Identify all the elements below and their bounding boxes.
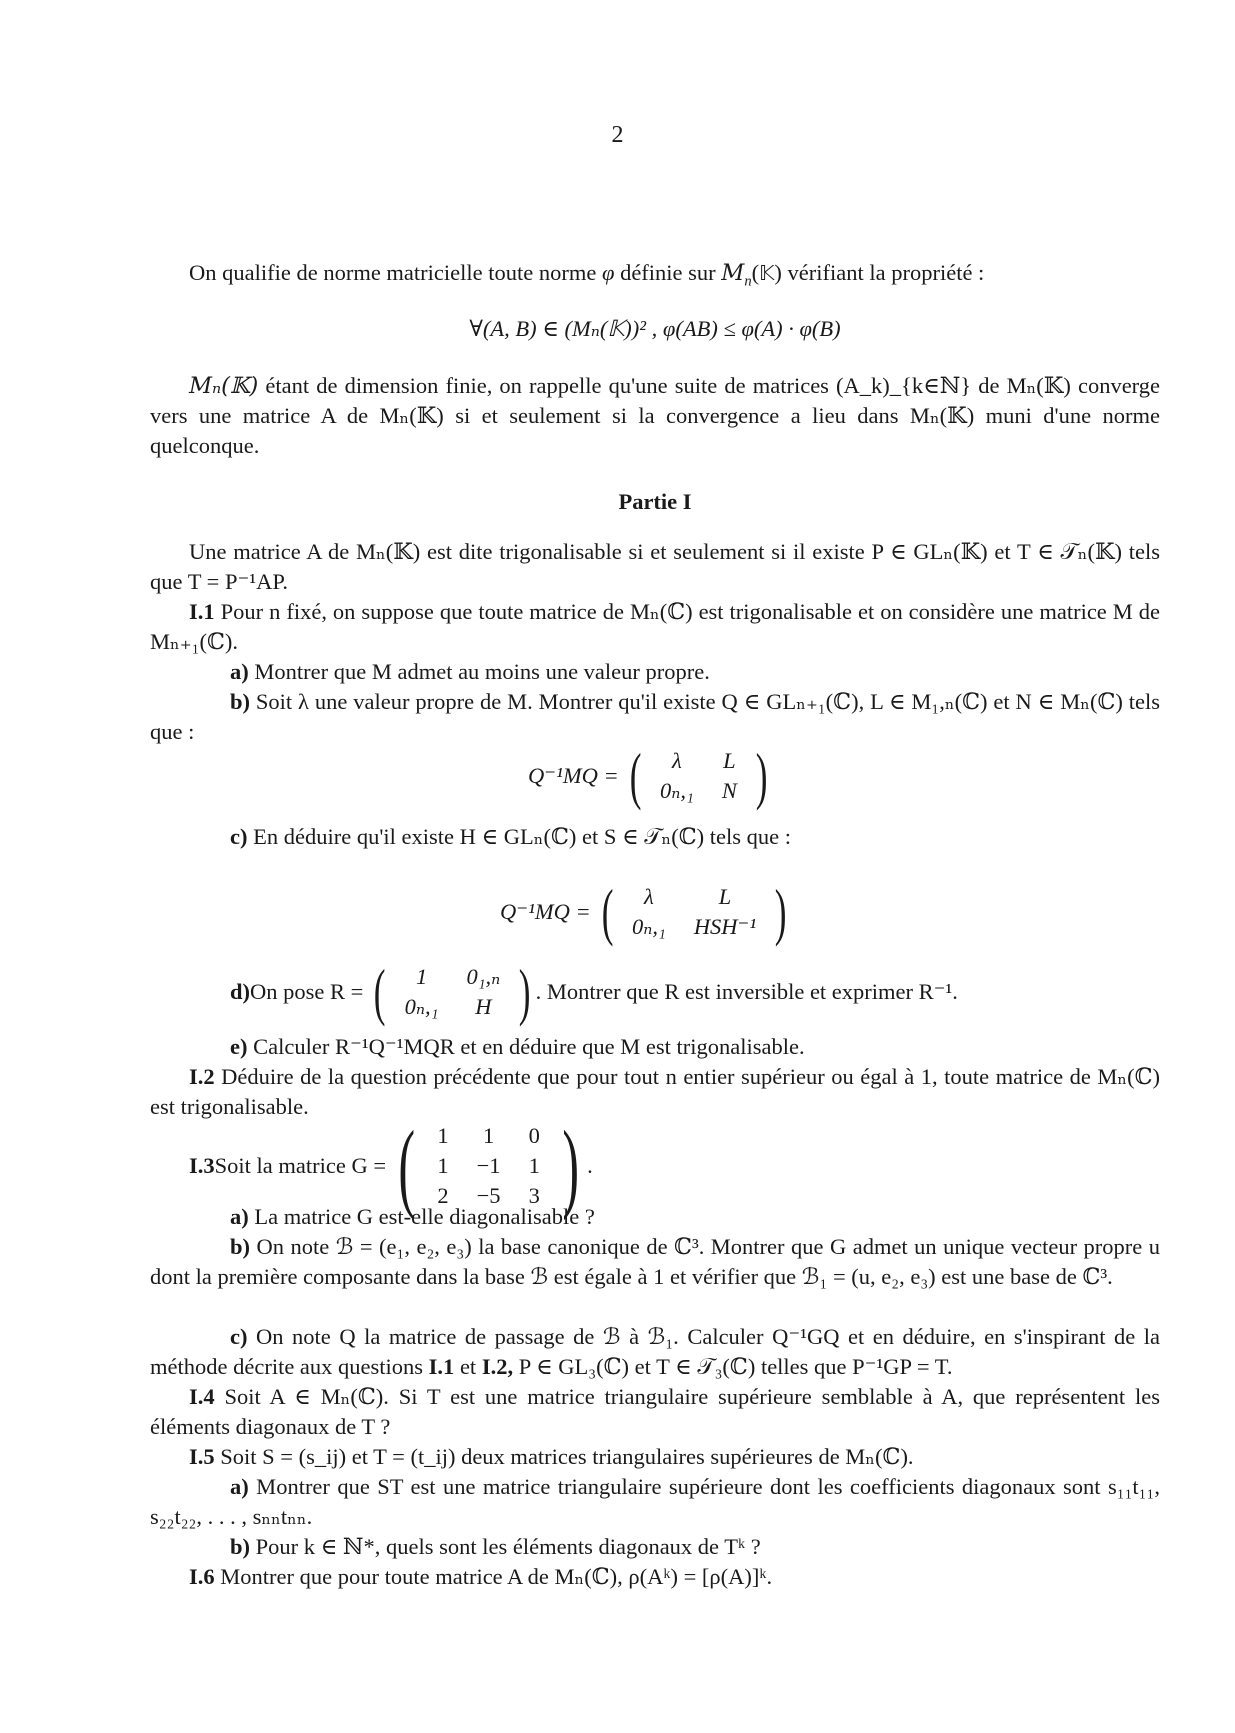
section-title: Partie I [618, 489, 692, 514]
question-I5-a: a) Montrer que ST est une matrice triangulaire supérieure dont les coefficients diagonaux sont s₁₁t₁₁, s₂₂t₂₂, . . . , sₙₙtₙₙ. [150, 1474, 1160, 1529]
question-I1-a: a) Montrer que M admet au moins une valeur propre. [230, 659, 710, 684]
question-I6: I.6 Montrer que pour toute matrice A de Mₙ(ℂ), ρ(Aᵏ) = [ρ(A)]ᵏ. [189, 1564, 773, 1589]
question-I1: I.1 Pour n fixé, on suppose que toute matrice de Mₙ(ℂ) est trigonalisable et on considère une matrice M de Mₙ₊₁(ℂ). [150, 599, 1160, 654]
norm-property: ∀(A, B) ∈ (Mₙ(𝕂))² , φ(AB) ≤ φ(A) · φ(B) [469, 316, 841, 341]
intro-paragraph-2: Mₙ(𝕂) étant de dimension finie, on rappelle qu'une suite de matrices (A_k)_{k∈ℕ} de Mₙ(𝕂) converge vers une matrice A de Mₙ(𝕂) si et seulement si la convergence a lieu dans Mₙ(𝕂) muni d'une norme quelconque. [150, 373, 1161, 458]
page-number: 2 [611, 122, 624, 148]
question-I1-c: c) En déduire qu'il existe H ∈ GLₙ(ℂ) et S ∈ 𝒯ₙ(ℂ) tels que : [230, 824, 792, 849]
question-I2: I.2 Déduire de la question précédente que pour tout n entier supérieur ou égal à 1, toute matrice de Mₙ(ℂ) est trigonalisable. [150, 1064, 1160, 1119]
equation-I1-b: Q⁻¹MQ = ( λ L 0ₙ,₁ N ) [528, 740, 768, 811]
question-I3-a: a) La matrice G est-elle diagonalisable ? [230, 1204, 595, 1229]
question-I3-c: c) On note Q la matrice de passage de ℬ à ℬ₁. Calculer Q⁻¹GQ et en déduire, en s'inspirant de la méthode décrite aux questions I.1 et I.2, P ∈ GL₃(ℂ) et T ∈ 𝒯₃(ℂ) telles que P⁻¹GP = T. [150, 1324, 1160, 1379]
question-I3-b: b) On note ℬ = (e₁, e₂, e₃) la base canonique de ℂ³. Montrer que G admet un unique vecteur propre u dont la première composante dans la base ℬ est égale à 1 et vérifier que ℬ₁ = (u, e₂, e₃) est une base de ℂ³. [150, 1234, 1160, 1289]
question-I1-d: d) On pose R = ( 1 0₁,ₙ 0ₙ,₁ H ) . Montrer que R est inversible et exprimer R⁻¹. [230, 956, 958, 1027]
question-I3: I.3 Soit la matrice G = ( 1 1 0 1 −1 1 2 −5 3 ) . [189, 1110, 593, 1221]
question-I5: I.5 Soit S = (s_ij) et T = (t_ij) deux matrices triangulaires supérieures de Mₙ(ℂ). [189, 1444, 914, 1469]
question-I1-e: e) Calculer R⁻¹Q⁻¹MQR et en déduire que M est trigonalisable. [230, 1034, 805, 1059]
equation-I1-c: Q⁻¹MQ = ( λ L 0ₙ,₁ HSH⁻¹ ) [500, 876, 787, 947]
trigonalisable-definition: Une matrice A de Mₙ(𝕂) est dite trigonalisable si et seulement si il existe P ∈ GLₙ(𝕂) et T ∈ 𝒯ₙ(𝕂) tels que T = P⁻¹AP. [150, 539, 1160, 594]
intro-definition: On qualifie de norme matricielle toute norme φ définie sur $M_n(𝕂)$ vérifiant la propriété : [189, 260, 985, 290]
question-I5-b: b) Pour k ∈ ℕ*, quels sont les éléments diagonaux de Tᵏ ? [230, 1534, 761, 1559]
question-I4: I.4 Soit A ∈ Mₙ(ℂ). Si T est une matrice triangulaire supérieure semblable à A, que représentent les éléments diagonaux de T ? [150, 1384, 1160, 1439]
question-I1-b: b) Soit λ une valeur propre de M. Montrer qu'il existe Q ∈ GLₙ₊₁(ℂ), L ∈ M₁,ₙ(ℂ) et N ∈ Mₙ(ℂ) tels que : [150, 689, 1160, 744]
